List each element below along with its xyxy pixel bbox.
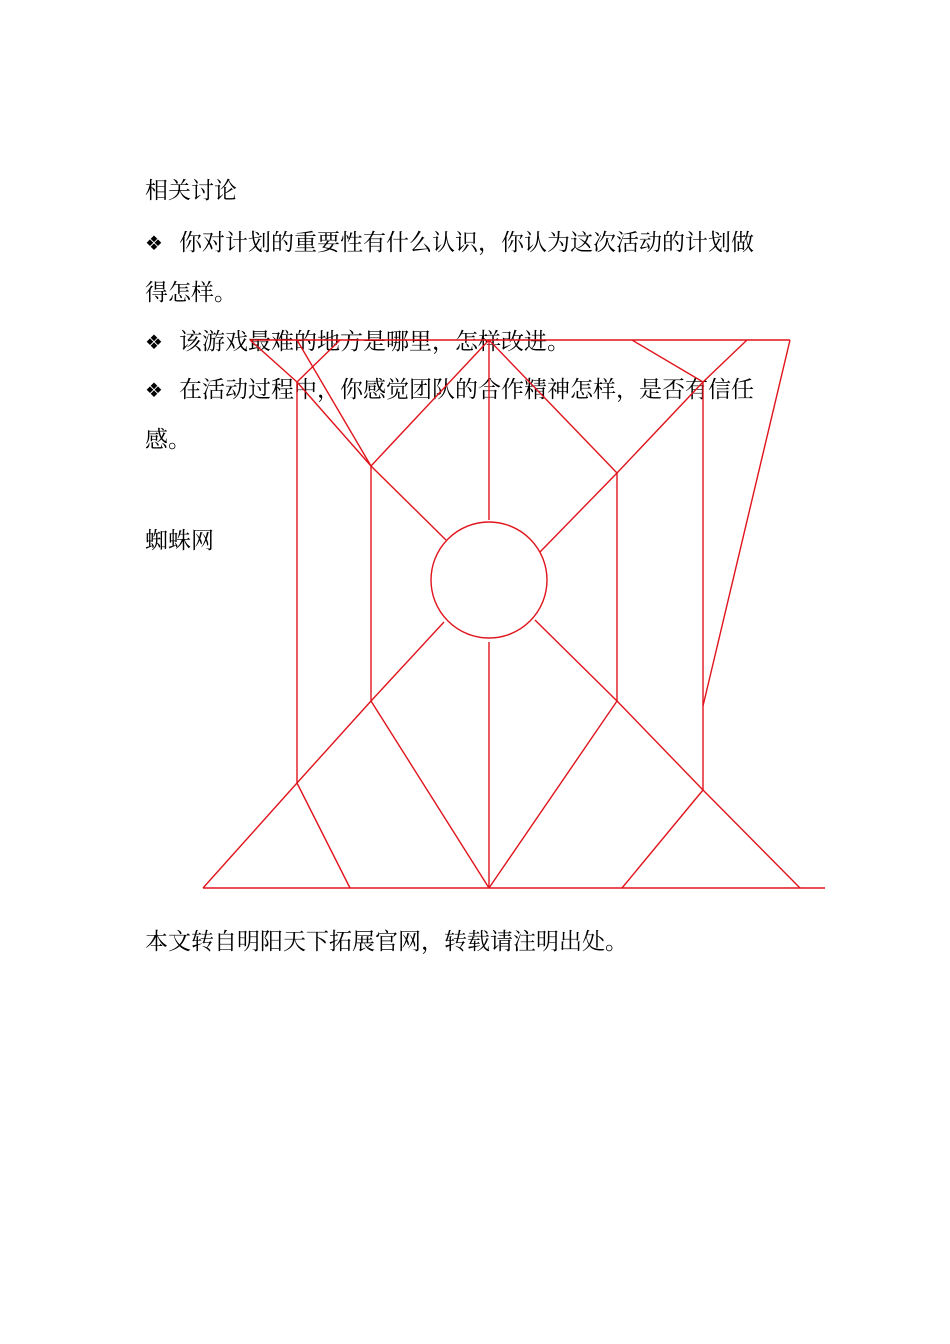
diamond-bullet-icon: ❖ (145, 378, 163, 402)
discussion-item-2-text: 该游戏最难的地方是哪里，怎样改进。 (179, 329, 570, 355)
discussion-item-1-text: 你对计划的重要性有什么认识，你认为这次活动的计划做 (179, 230, 754, 256)
web-strand (540, 473, 617, 552)
web-strand (535, 620, 617, 701)
web-strand (371, 622, 444, 701)
web-strand (203, 783, 297, 888)
discussion-item-3 (145, 375, 754, 405)
discussion-item-1-continued: 得怎样。 (145, 280, 237, 306)
web-strand (703, 790, 800, 888)
discussion-item-3-continued: 感。 (145, 427, 191, 453)
web-strand (371, 466, 446, 540)
source-note: 本文转自明阳天下拓展官网，转载请注明出处。 (145, 929, 628, 955)
discussion-heading: 相关讨论 (145, 178, 237, 204)
web-strand (489, 701, 617, 888)
web-strand (617, 701, 703, 790)
discussion-item-2 (145, 327, 570, 357)
web-center-hole (431, 522, 547, 638)
web-strand (297, 701, 371, 783)
web-strand (371, 701, 489, 888)
web-strand (489, 340, 617, 473)
diamond-bullet-icon: ❖ (145, 330, 163, 354)
discussion-item-1 (145, 228, 754, 258)
game-title: 蜘蛛网 (145, 528, 214, 554)
web-strand (622, 790, 703, 888)
discussion-item-3-text: 在活动过程中，你感觉团队的合作精神怎样，是否有信任 (179, 377, 754, 403)
diamond-bullet-icon: ❖ (145, 231, 163, 255)
web-strand (297, 783, 350, 888)
